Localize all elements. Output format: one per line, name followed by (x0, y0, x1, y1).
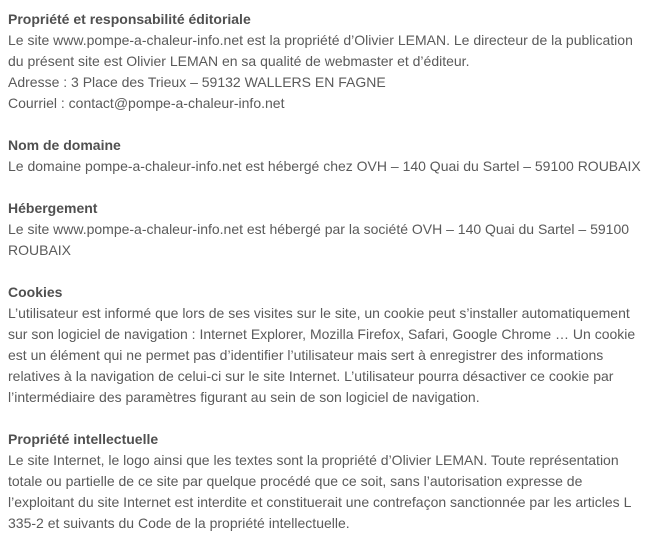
text-line: Le domaine pompe-a-chaleur-info.net est hébergé chez OVH – 140 Quai du Sartel – 59100 ROUBAIX (8, 158, 641, 174)
text-line: totale ou partielle de ce site par quelque procédé que ce soit, sans l’autorisation expresse de (8, 473, 583, 489)
text-line: Le site Internet, le logo ainsi que les textes sont la propriété d’Olivier LEMAN. Toute représentation (8, 452, 619, 468)
section-title: Nom de domaine (8, 137, 121, 153)
section-body (8, 156, 652, 177)
text-line: l’intermédiaire des paramètres figurant au sein de son logiciel de navigation. (8, 389, 480, 405)
text-line: ROUBAIX (8, 242, 72, 258)
text-line: 335-2 et suivants du Code de la propriété intellectuelle. (8, 515, 350, 531)
address-line: Adresse : 3 Place des Trieux – 59132 WALLERS EN FAGNE (8, 74, 386, 90)
text-line: Le site www.pompe-a-chaleur-info.net est la propriété d’Olivier LEMAN. Le directeur de la publication (8, 32, 633, 48)
text-line: sur son logiciel de navigation : Internet Explorer, Mozilla Firefox, Safari, Google Chrome … Un cookie (8, 326, 636, 342)
text-line: est un élément qui ne permet pas d’identifier l’utilisateur mais sert à enregistrer des informations (8, 347, 604, 363)
text-line: L’utilisateur est informé que lors de ses visites sur le site, un cookie peut s’installer automatiquement (8, 305, 630, 321)
section-domain (8, 135, 652, 177)
section-title: Propriété intellectuelle (8, 431, 159, 447)
section-title: Hébergement (8, 200, 98, 216)
section-intellectual-property (8, 429, 652, 534)
section-title: Cookies (8, 284, 63, 300)
text-line: l’exploitant du site Internet est interdite et constituerait une contrefaçon sanctionnée par les articles L (8, 494, 632, 510)
section-body (8, 303, 652, 408)
text-line: Le site www.pompe-a-chaleur-info.net est hébergé par la société OVH – 140 Quai du Sartel – 59100 (8, 221, 630, 237)
section-editorial (8, 9, 652, 114)
section-body (8, 450, 652, 534)
text-line: relatives à la navigation de celui-ci sur le site Internet. L’utilisateur pourra désactiver ce cookie par (8, 368, 614, 384)
text-line: du présent site est Olivier LEMAN en sa qualité de webmaster et d’éditeur. (8, 53, 470, 69)
email-line: Courriel : contact@pompe-a-chaleur-info.net (8, 95, 285, 111)
section-cookies (8, 282, 652, 408)
section-hosting (8, 198, 652, 261)
section-title: Propriété et responsabilité éditoriale (8, 11, 251, 27)
section-body (8, 219, 652, 261)
section-body (8, 30, 652, 114)
